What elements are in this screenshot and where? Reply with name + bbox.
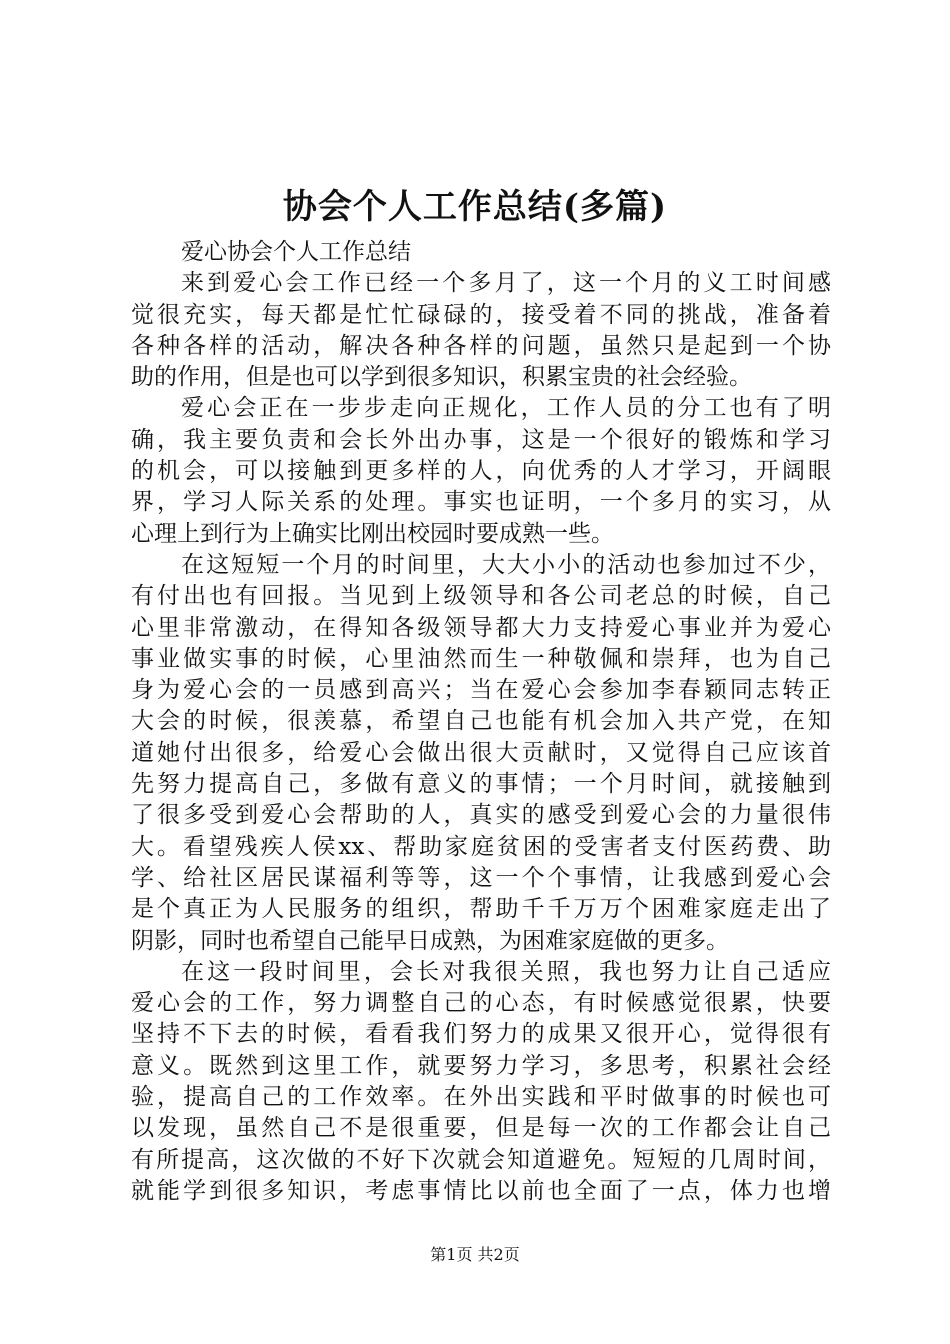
document-body: [131, 237, 831, 1207]
text-line: 阴影，同时也希望自己能早日成熟，为困难家庭做的更多。: [131, 927, 729, 954]
text-line: 确，我主要负责和会长外出办事，这是一个很好的锻炼和学习: [131, 426, 831, 453]
text-line: 身为爱心会的一员感到高兴；当在爱心会参加李春颖同志转正: [131, 677, 831, 704]
text-line: 是个真正为人民服务的组织，帮助千千万万个困难家庭走出了: [131, 896, 831, 923]
text-line: 各种各样的活动，解决各种各样的问题，虽然只是起到一个协: [131, 332, 831, 359]
text-line: 爱心协会个人工作总结: [181, 239, 411, 265]
text-line: 验，提高自己的工作效率。在外出实践和平时做事的时候也可: [131, 1084, 831, 1111]
text-line: 在这短短一个月的时间里，大大小小的活动也参加过不少，: [181, 551, 831, 578]
text-line: 意义。既然到这里工作，就要努力学习，多思考，积累社会经: [131, 1052, 831, 1079]
text-line: 助的作用，但是也可以学到很多知识，积累宝贵的社会经验。: [131, 364, 752, 391]
text-line: 爱心会的工作，努力调整自己的心态，有时候感觉很累，快要: [131, 990, 831, 1017]
text-line: 了很多受到爱心会帮助的人，真实的感受到爱心会的力量很伟: [131, 802, 831, 829]
text-line: 有付出也有回报。当见到上级领导和各公司老总的时候，自己: [131, 583, 831, 610]
text-line: 心理上到行为上确实比刚出校园时要成熟一些。: [131, 520, 614, 547]
text-line: 在这一段时间里，会长对我很关照，我也努力让自己适应: [181, 958, 831, 985]
text-line: 来到爱心会工作已经一个多月了，这一个月的义工时间感: [181, 270, 831, 297]
text-line: 心里非常激动，在得知各级领导都大力支持爱心事业并为爱心: [131, 614, 831, 641]
page-footer: 第1页 共2页: [430, 1245, 520, 1264]
text-line: 学、给社区居民谋福利等等，这一个个事情，让我感到爱心会: [131, 864, 831, 891]
text-line: 就能学到很多知识，考虑事情比以前也全面了一点，体力也增: [131, 1177, 831, 1204]
text-line: 坚持不下去的时候，看看我们努力的成果又很开心，觉得很有: [131, 1021, 831, 1048]
text-line: 觉很充实，每天都是忙忙碌碌的，接受着不同的挑战，准备着: [131, 301, 831, 328]
text-line: 大。看望残疾人侯xx、帮助家庭贫困的受害者支付医药费、助: [131, 833, 831, 860]
text-line: 以发现，虽然自己不是很重要，但是每一次的工作都会让自己: [131, 1115, 831, 1142]
text-line: 爱心会正在一步步走向正规化，工作人员的分工也有了明: [181, 395, 831, 422]
text-line: 界，学习人际关系的处理。事实也证明，一个多月的实习，从: [131, 489, 831, 516]
text-line: 先努力提高自己，多做有意义的事情；一个月时间，就接触到: [131, 771, 831, 798]
text-line: 的机会，可以接触到更多样的人，向优秀的人才学习，开阔眼: [131, 458, 831, 485]
text-line: 大会的时候，很羡慕，希望自己也能有机会加入共产党，在知: [131, 708, 831, 735]
document-title: 协会个人工作总结(多篇): [282, 187, 668, 227]
text-line: 事业做实事的时候，心里油然而生一种敬佩和崇拜，也为自己: [131, 645, 831, 672]
text-line: 有所提高，这次做的不好下次就会知道避免。短短的几周时间，: [131, 1146, 831, 1173]
text-line: 道她付出很多，给爱心会做出很大贡献时，又觉得自己应该首: [131, 739, 831, 766]
